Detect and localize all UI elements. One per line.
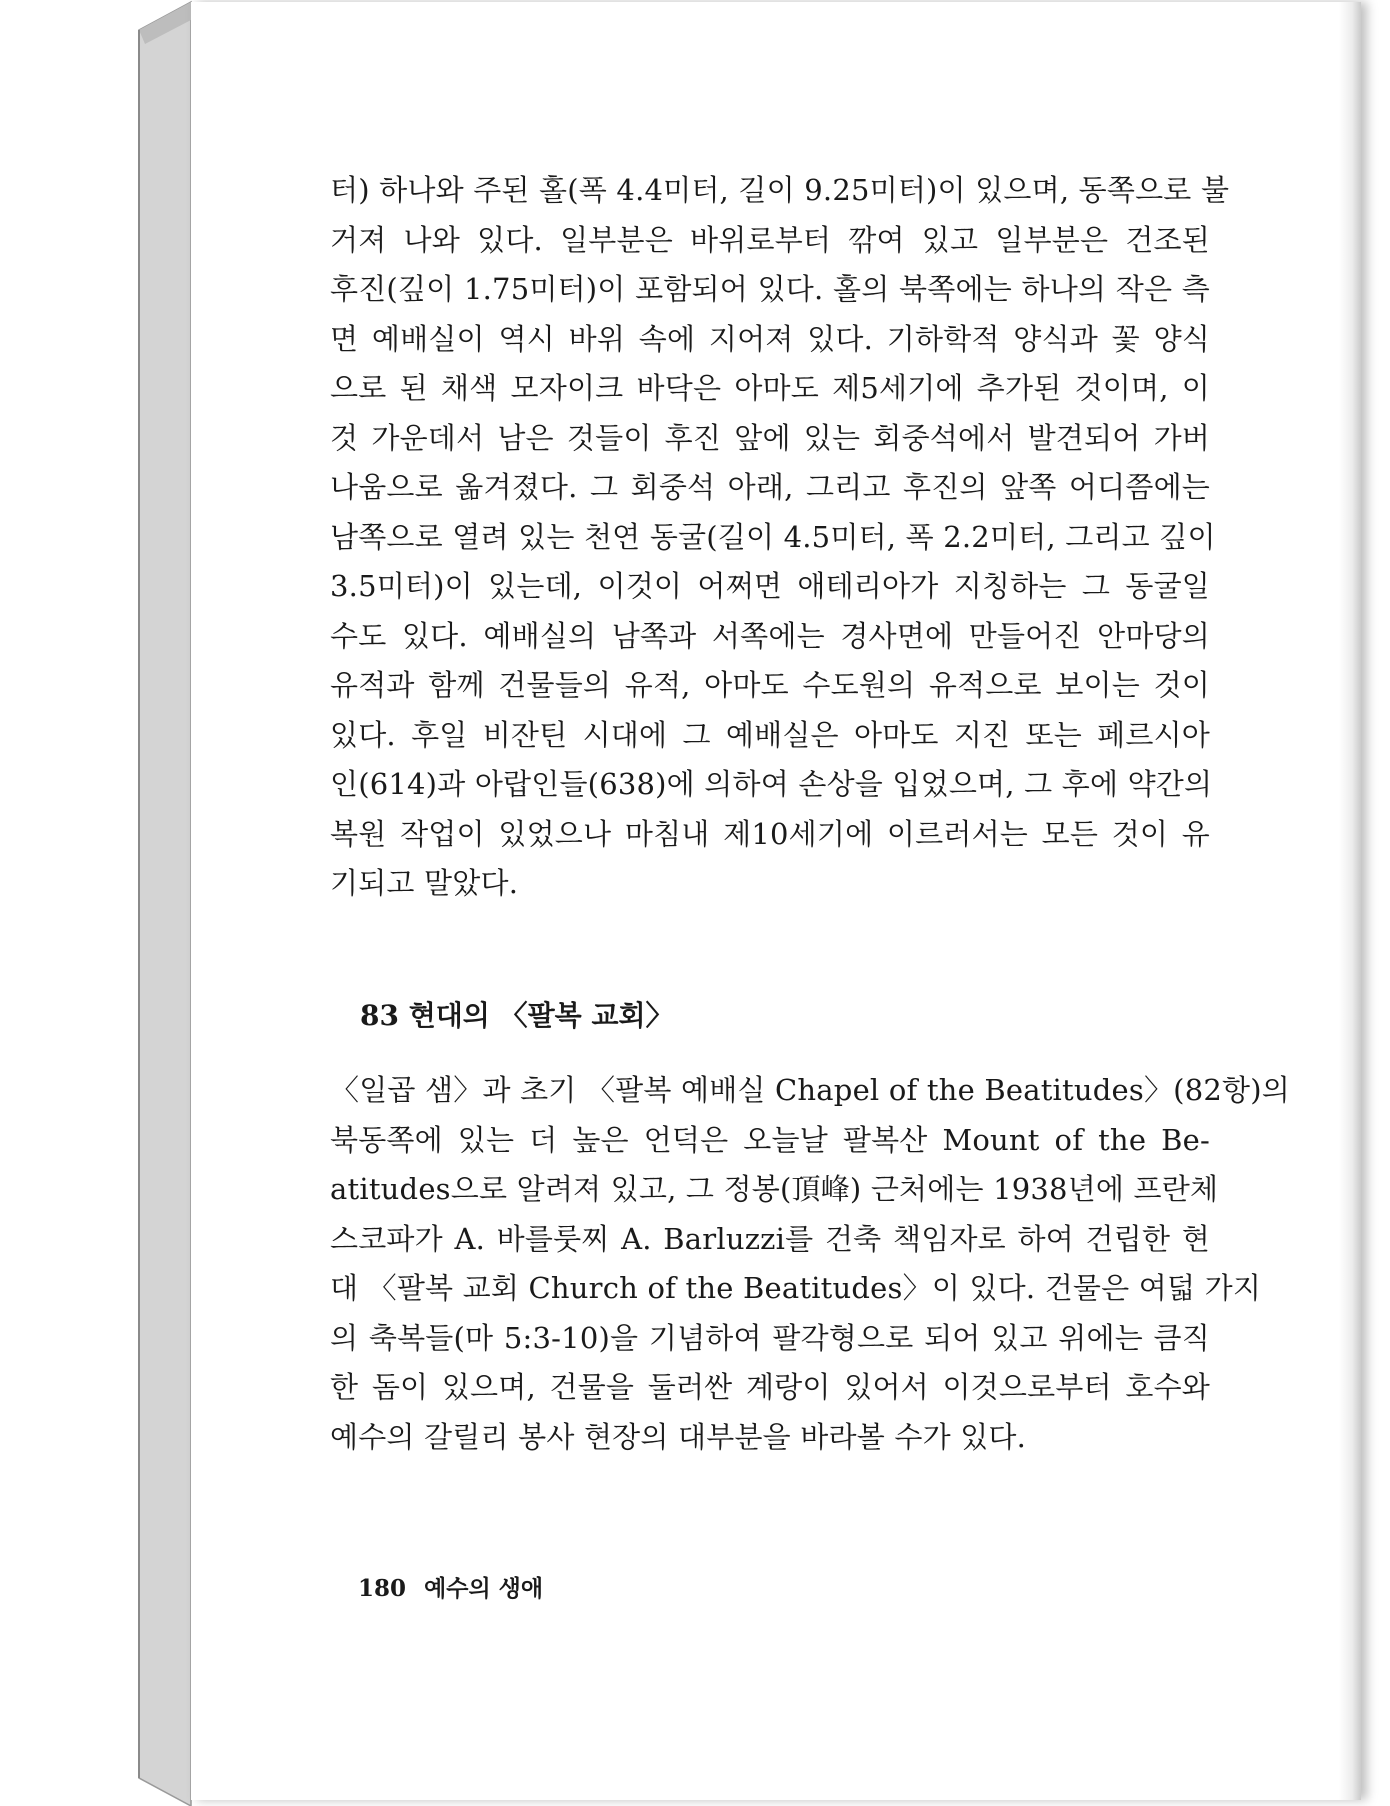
- text-line: 인(614)과 아랍인들(638)에 의하여 손상을 입었으며, 그 후에 약간의: [330, 767, 1213, 801]
- text-line: 의 축복들(마 5:3-10)을 기념하여 팔각형으로 되어 있고 위에는 큼직: [330, 1320, 1210, 1355]
- text-line: 대 〈팔복 교회 Church of the Beatitudes〉이 있다. 건물은 여덟 가지: [330, 1271, 1262, 1305]
- text-line: 거져 나와 있다. 일부분은 바위로부터 깎여 있고 일부분은 건조된: [330, 222, 1210, 257]
- text-line: 북동쪽에 있는 더 높은 언덕은 오늘날 팔복산 Mount of the Be-: [330, 1122, 1210, 1157]
- text-line: 터) 하나와 주된 홀(폭 4.4미터, 길이 9.25미터)이 있으며, 동쪽으로 불: [330, 173, 1230, 207]
- text-line: 나움으로 옮겨졌다. 그 회중석 아래, 그리고 후진의 앞쪽 어디쯤에는: [330, 470, 1210, 504]
- page: [191, 2, 1361, 1800]
- text-line: 한 돔이 있으며, 건물을 둘러싼 계랑이 있어서 이것으로부터 호수와: [330, 1370, 1210, 1404]
- running-title: 예수의 생애: [424, 1575, 544, 1602]
- text-line: 스코파가 A. 바를룻찌 A. Barluzzi를 건축 책임자로 하여 건립한 현: [330, 1221, 1210, 1256]
- text-line: 후진(깊이 1.75미터)이 포함되어 있다. 홀의 북쪽에는 하나의 작은 측: [330, 272, 1210, 306]
- text-line: 수도 있다. 예배실의 남쪽과 서쪽에는 경사면에 만들어진 안마당의: [330, 618, 1210, 653]
- paragraph: [330, 166, 1230, 909]
- text-line: 남쪽으로 열려 있는 천연 동굴(길이 4.5미터, 폭 2.2미터, 그리고 깊이: [330, 519, 1216, 554]
- body-text-block-2: [330, 1066, 1290, 1462]
- paragraph: [330, 1066, 1290, 1462]
- body-text-block-1: [330, 166, 1230, 909]
- text-line: atitudes으로 알려져 있고, 그 정봉(頂峰) 근처에는 1938년에 프란체: [330, 1172, 1219, 1206]
- text-line: 유적과 함께 건물들의 유적, 아마도 수도원의 유적으로 보이는 것이: [330, 668, 1210, 702]
- section-heading: 83 현대의 〈팔복 교회〉: [360, 999, 674, 1032]
- text-line: 있다. 후일 비잔틴 시대에 그 예배실은 아마도 지진 또는 페르시아: [330, 717, 1210, 752]
- page-number: 180: [358, 1575, 407, 1602]
- text-line: 복원 작업이 있었으나 마침내 제10세기에 이르러서는 모든 것이 유: [330, 816, 1210, 851]
- page-edge-shadow: [1339, 2, 1361, 1800]
- text-line: 으로 된 채색 모자이크 바닥은 아마도 제5세기에 추가된 것이며, 이: [330, 371, 1210, 405]
- text-line: 〈일곱 샘〉과 초기 〈팔복 예배실 Chapel of the Beatitudes〉(82항)의: [330, 1073, 1290, 1107]
- page-footer: [358, 1570, 543, 1603]
- text-line: 면 예배실이 역시 바위 속에 지어져 있다. 기하학적 양식과 꽃 양식: [330, 321, 1210, 356]
- text-line: 기되고 말았다.: [330, 866, 519, 900]
- text-line: 것 가운데서 남은 것들이 후진 앞에 있는 회중석에서 발견되어 가버: [330, 420, 1210, 455]
- text-line: 예수의 갈릴리 봉사 현장의 대부분을 바라볼 수가 있다.: [330, 1419, 1027, 1454]
- text-line: 3.5미터)이 있는데, 이것이 어쩌면 애테리아가 지칭하는 그 동굴일: [330, 569, 1210, 603]
